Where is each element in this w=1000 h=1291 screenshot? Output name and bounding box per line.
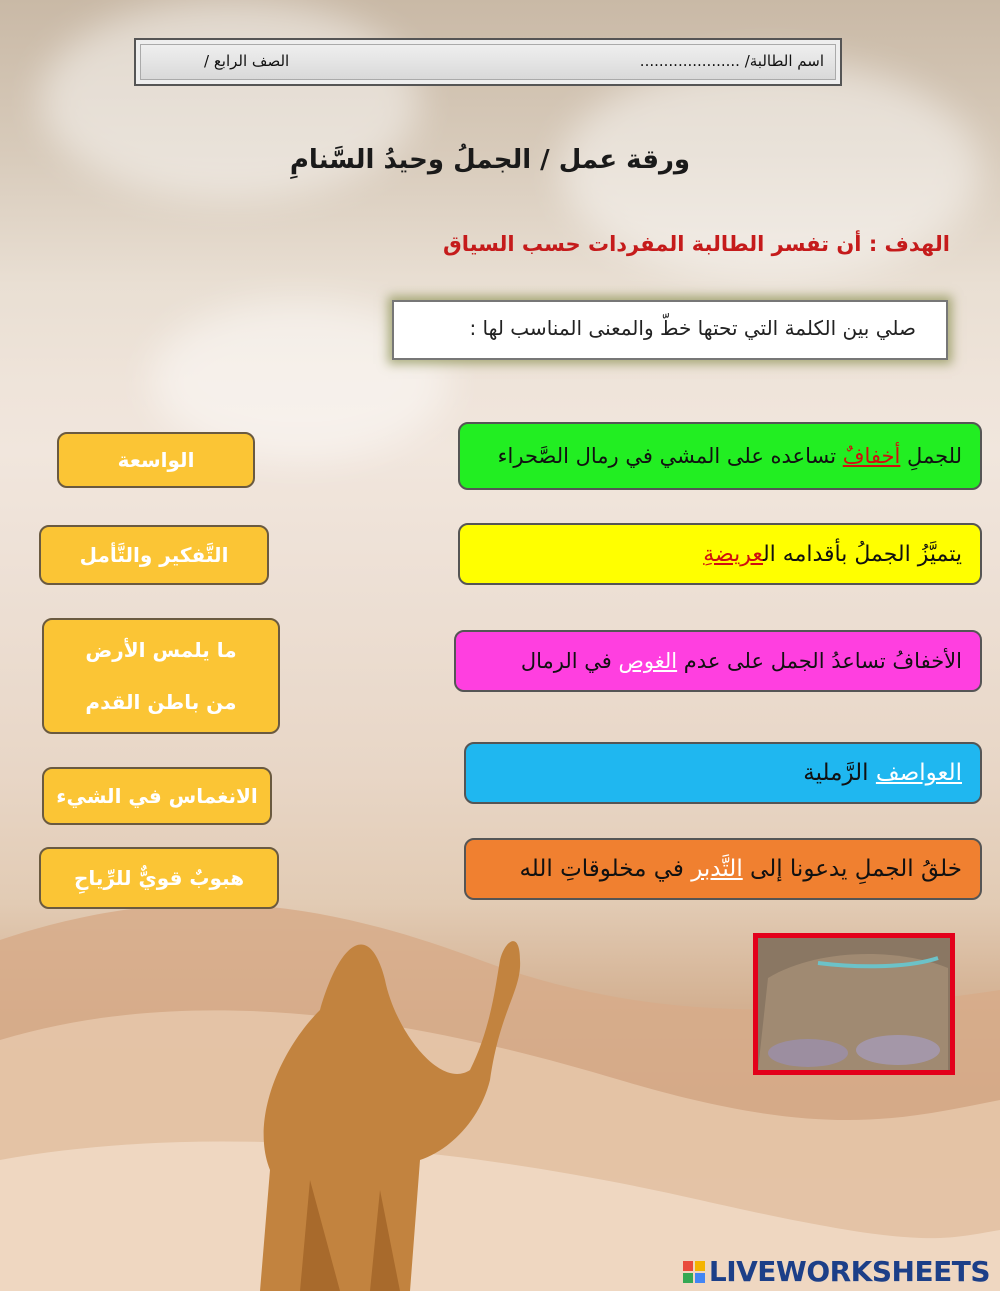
sentence-text: الأخفافُ تساعدُ الجمل على عدم الغوص في الرمال (520, 649, 962, 673)
lesson-goal: الهدف : أن تفسر الطالبة المفردات حسب السياق (442, 232, 950, 256)
sentence-box[interactable] (464, 742, 982, 804)
answer-box[interactable]: ما يلمس الأرض من باطن القدم (42, 618, 280, 734)
answer-box[interactable]: الواسعة (57, 432, 255, 488)
instruction-text: صلي بين الكلمة التي تحتها خطّ والمعنى المناسب لها : (469, 316, 916, 340)
sentence-box[interactable] (458, 422, 982, 490)
sentence-text: العواصف الرَّملية (803, 760, 962, 786)
sentence-text: يتميَّزُ الجملُ بأقدامه العريضةِ (703, 541, 962, 567)
camel-illustration (210, 920, 540, 1291)
grade-label: الصف الرابع / (204, 52, 290, 70)
target-word: العواصف (875, 760, 962, 786)
camel-foot-photo (753, 933, 955, 1075)
answer-box[interactable]: الانغماس في الشيء (42, 767, 272, 825)
sentence-box[interactable] (454, 630, 982, 692)
sentence-box[interactable] (458, 523, 982, 585)
sentence-box[interactable] (464, 838, 982, 900)
sentence-text: خلقُ الجملِ يدعونا إلى التَّدبر في مخلوقاتِ الله (519, 856, 962, 882)
target-word: التَّدبر (691, 856, 743, 882)
target-word: عريضةِ (703, 541, 763, 567)
target-word: أخفافٌ (842, 444, 901, 468)
student-info-header (134, 38, 842, 86)
liveworksheets-logo: LIVEWORKSHEETS (683, 1255, 990, 1288)
target-word: الغوص (618, 649, 678, 673)
logo-icon (683, 1257, 705, 1279)
answer-box[interactable]: التَّفكير والتَّأمل (39, 525, 269, 585)
answer-box[interactable]: هبوبٌ قويٌّ للرِّياحِ (39, 847, 279, 909)
sentence-text: للجملِ أخفافٌ تساعده على المشي في رمال الصَّحراء (497, 444, 962, 468)
instruction-box (392, 300, 948, 360)
page-title: ورقة عمل / الجملُ وحيدُ السَّنامِ (289, 145, 691, 175)
student-name-label: اسم الطالبة/ ..................... (639, 52, 824, 70)
